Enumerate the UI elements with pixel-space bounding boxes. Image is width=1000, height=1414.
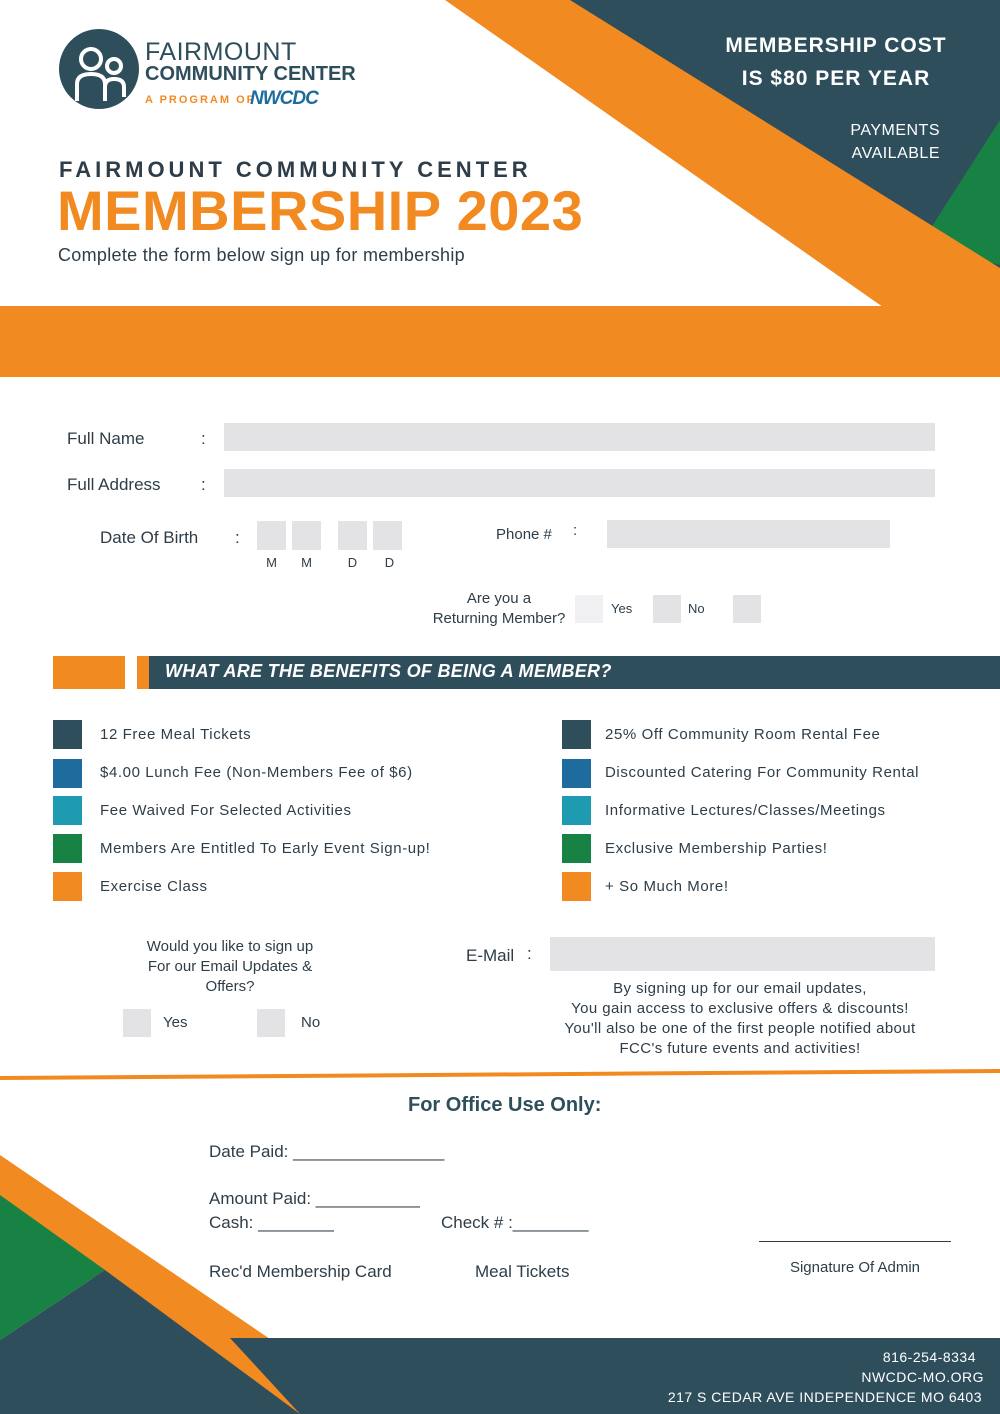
footer-website: NWCDC-MO.ORG — [861, 1369, 984, 1385]
full-name-input[interactable] — [224, 423, 935, 451]
benefit-left-4: Members Are Entitled To Early Event Sign-up! — [100, 840, 431, 857]
benefit-bullet-blue — [562, 759, 591, 788]
full-address-colon: : — [201, 475, 206, 494]
full-name-colon: : — [201, 429, 206, 448]
orange-band — [0, 306, 1000, 377]
dob-day-2[interactable] — [373, 521, 402, 550]
logo-line1: FAIRMOUNT — [145, 38, 297, 66]
org-title: FAIRMOUNT COMMUNITY CENTER — [59, 157, 532, 182]
returning-yes-checkbox[interactable] — [575, 595, 603, 623]
benefit-bullet-green — [562, 834, 591, 863]
benefit-bullet-orange — [53, 872, 82, 901]
full-name-label: Full Name — [67, 429, 145, 448]
logo-program: A PROGRAM OF — [145, 94, 256, 106]
returning-yes-label: Yes — [611, 601, 633, 616]
email-label: E-Mail — [466, 946, 515, 965]
logo-circle — [59, 29, 139, 109]
benefit-left-2: $4.00 Lunch Fee (Non-Members Fee of $6) — [100, 764, 413, 781]
email-question-line1: Would you like to sign up — [146, 938, 314, 955]
benefit-bullet-orange — [562, 872, 591, 901]
phone-colon: : — [573, 522, 578, 539]
benefit-bullet-navy — [562, 720, 591, 749]
benefit-right-3: Informative Lectures/Classes/Meetings — [605, 802, 886, 819]
benefit-bullet-teal — [562, 796, 591, 825]
dob-day-1[interactable] — [338, 521, 367, 550]
dob-hint-d1: D — [347, 555, 358, 570]
returning-line2: Returning Member? — [432, 610, 566, 627]
divider-line — [0, 1069, 1000, 1080]
payments-line1: PAYMENTS — [850, 122, 940, 139]
office-meal-tickets: Meal Tickets — [475, 1262, 570, 1281]
full-address-label: Full Address — [67, 475, 161, 494]
logo-line2: COMMUNITY CENTER — [145, 63, 356, 85]
dob-hint-m1: M — [266, 555, 277, 570]
email-yes-checkbox[interactable] — [123, 1009, 151, 1037]
logo-org: NWCDC — [250, 88, 318, 109]
email-question-line3: Offers? — [205, 978, 255, 995]
email-colon: : — [527, 944, 532, 963]
returning-extra-checkbox[interactable] — [733, 595, 761, 623]
people-icon — [59, 29, 139, 109]
benefit-right-5: + So Much More! — [605, 878, 729, 895]
benefit-right-2: Discounted Catering For Community Rental — [605, 764, 920, 781]
benefit-bullet-teal — [53, 796, 82, 825]
heading-orange-tick — [137, 656, 149, 689]
email-yes-label: Yes — [163, 1014, 188, 1031]
dob-month-1[interactable] — [257, 521, 286, 550]
office-title: For Office Use Only: — [408, 1094, 602, 1116]
page-title: MEMBERSHIP 2023 — [57, 179, 584, 242]
dob-hint-m2: M — [301, 555, 312, 570]
payments-line2: AVAILABLE — [851, 145, 940, 162]
page-subtitle: Complete the form below sign up for membership — [58, 245, 465, 265]
benefits-heading: WHAT ARE THE BENEFITS OF BEING A MEMBER? — [165, 661, 612, 681]
footer-address: 217 S CEDAR AVE INDEPENDENCE MO 6403 — [667, 1389, 982, 1405]
email-input[interactable] — [550, 937, 935, 971]
returning-line1: Are you a — [466, 590, 532, 607]
email-info-line2: You gain access to exclusive offers & discounts! — [571, 1000, 909, 1017]
signature-line — [759, 1241, 951, 1242]
returning-no-checkbox[interactable] — [653, 595, 681, 623]
cost-line2: IS $80 PER YEAR — [741, 67, 931, 90]
dob-hint-d2: D — [384, 555, 395, 570]
dob-label: Date Of Birth — [100, 528, 199, 547]
cost-line1: MEMBERSHIP COST — [725, 34, 947, 57]
office-amount-paid: Amount Paid: ___________ — [209, 1189, 420, 1208]
office-date-paid: Date Paid: ________________ — [209, 1142, 445, 1161]
office-membership-card: Rec'd Membership Card — [209, 1262, 392, 1281]
office-cash: Cash: ________ — [209, 1213, 334, 1232]
dob-colon: : — [235, 528, 240, 547]
email-info-line3: You'll also be one of the first people notified about — [564, 1020, 916, 1037]
email-no-checkbox[interactable] — [257, 1009, 285, 1037]
benefit-right-1: 25% Off Community Room Rental Fee — [605, 726, 881, 743]
benefit-right-4: Exclusive Membership Parties! — [605, 840, 828, 857]
footer-phone: 816-254-8334 — [882, 1349, 976, 1365]
full-address-input[interactable] — [224, 469, 935, 497]
signature-label: Signature Of Admin — [789, 1259, 921, 1276]
heading-orange-block — [53, 656, 125, 689]
email-no-label: No — [301, 1014, 321, 1031]
email-info-line4: FCC's future events and activities! — [619, 1040, 861, 1057]
benefit-bullet-navy — [53, 720, 82, 749]
returning-no-label: No — [688, 601, 705, 616]
phone-label: Phone # — [496, 526, 552, 543]
benefit-left-5: Exercise Class — [100, 878, 208, 895]
phone-input[interactable] — [607, 520, 890, 548]
email-info-line1: By signing up for our email updates, — [613, 980, 867, 997]
dob-month-2[interactable] — [292, 521, 321, 550]
benefit-bullet-blue — [53, 759, 82, 788]
benefit-bullet-green — [53, 834, 82, 863]
office-check: Check # :________ — [441, 1213, 589, 1232]
email-question-line2: For our Email Updates & — [147, 958, 313, 975]
benefit-left-3: Fee Waived For Selected Activities — [100, 802, 352, 819]
benefit-left-1: 12 Free Meal Tickets — [100, 726, 252, 743]
